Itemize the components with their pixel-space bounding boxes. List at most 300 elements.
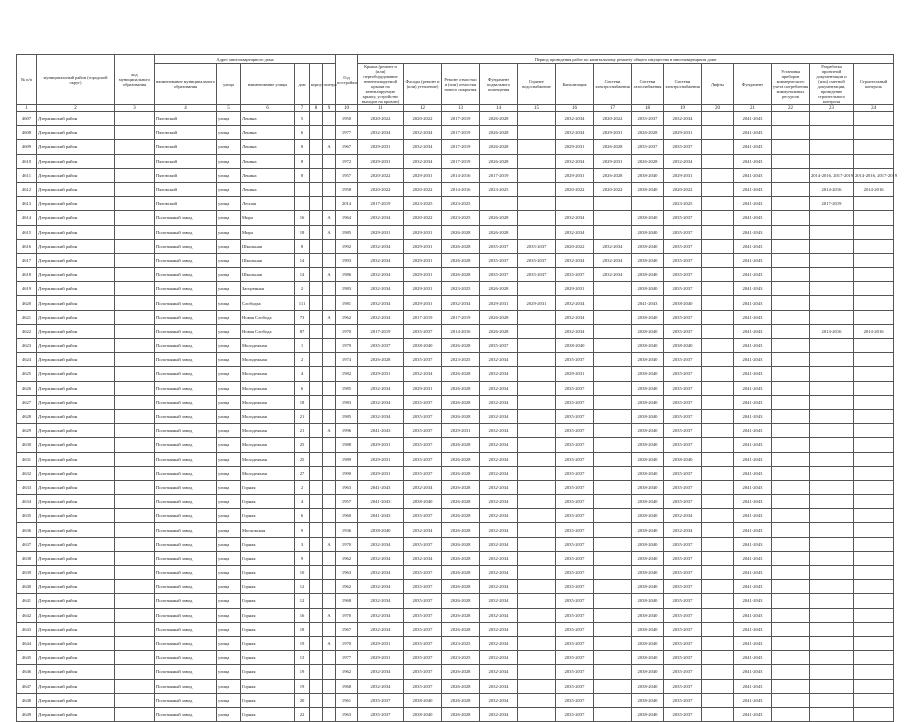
district-cell: Дзержинский район [37,112,115,126]
facade-period-cell: 2035-2037 [404,566,442,580]
control-period-cell [854,622,894,636]
blind-area-period-cell: 2026-2028 [442,495,480,509]
power-period-cell [594,509,632,523]
letter-cell [323,438,336,452]
letter-cell [323,239,336,253]
lift-period-cell [702,211,734,225]
header-col-24: Строительный контроль [854,64,894,105]
facade-period-cell: 2032-2034 [404,551,442,565]
code-cell [115,126,155,140]
control-period-cell [854,154,894,168]
foundation-period-cell: 2041-2043 [734,523,772,537]
hot-water-period-cell [518,211,556,225]
street-type-cell: улица [217,608,241,622]
municipality-cell: Пятовский [155,168,217,182]
house-cell: 14 [295,253,310,267]
foundation-period-cell: 2041-2043 [734,480,772,494]
blind-area-period-cell: 2026-2028 [442,594,480,608]
street-type-cell: улица [217,693,241,707]
control-period-cell [854,438,894,452]
municipality-cell: Полотняный завод [155,324,217,338]
district-cell: Дзержинский район [37,239,115,253]
meters-period-cell [772,310,810,324]
control-period-cell [854,296,894,310]
lift-period-cell [702,310,734,324]
basement-period-cell: 2026-2028 [480,282,518,296]
letter-cell: А [323,225,336,239]
hot-water-period-cell [518,622,556,636]
row-number: 4607 [17,112,37,126]
hot-water-period-cell [518,679,556,693]
power2-period-cell: 2035-2037 [664,537,702,551]
table-row [17,551,894,565]
meters-period-cell [772,154,810,168]
house-cell [295,182,310,196]
column-number: 12 [404,105,442,112]
sewer-period-cell: 2032-2034 [556,324,594,338]
foundation-period-cell: 2041-2043 [734,566,772,580]
letter-cell [323,367,336,381]
column-number: 18 [632,105,664,112]
code-cell [115,395,155,409]
house-cell: 25 [295,452,310,466]
header-col-4: наименование муниципального образования [155,64,217,105]
year-cell: 1981 [336,296,358,310]
municipality-cell: Пятовский [155,154,217,168]
street-name-cell: Горная [241,594,295,608]
sewer-period-cell: 2032-2034 [556,211,594,225]
facade-period-cell: 2035-2037 [404,537,442,551]
letter-cell [323,551,336,565]
house-cell: 18 [295,622,310,636]
foundation-period-cell: 2041-2043 [734,580,772,594]
foundation-period-cell: 2041-2043 [734,324,772,338]
power2-period-cell: 2035-2037 [664,239,702,253]
roof-period-cell: 2032-2034 [358,282,404,296]
blind-area-period-cell: 2026-2028 [442,409,480,423]
meters-period-cell [772,608,810,622]
power-period-cell: 2032-2034 [594,239,632,253]
power-period-cell [594,580,632,594]
gas-period-cell: 2038-2040 [632,480,664,494]
roof-period-cell: 2020-2022 [358,168,404,182]
code-cell [115,353,155,367]
gas-period-cell: 2038-2040 [632,239,664,253]
power-period-cell [594,310,632,324]
street-name-cell: Новая Слобода [241,324,295,338]
letter-cell [323,182,336,196]
power2-period-cell: 2038-2040 [664,339,702,353]
street-name-cell: Горная [241,622,295,636]
house-cell: 18 [295,225,310,239]
design-period-cell [810,466,854,480]
facade-period-cell: 2035-2037 [404,466,442,480]
control-period-cell [854,211,894,225]
street-name-cell: Горная [241,665,295,679]
gas-period-cell: 2038-2040 [632,424,664,438]
district-cell: Дзержинский район [37,594,115,608]
facade-period-cell: 2035-2037 [404,395,442,409]
design-period-cell [810,367,854,381]
letter-cell [323,126,336,140]
column-number: 9 [323,105,336,112]
lift-period-cell [702,679,734,693]
street-name-cell: Горная [241,608,295,622]
table-row [17,438,894,452]
street-name-cell: Молодежная [241,409,295,423]
facade-period-cell: 2020-2022 [404,112,442,126]
blind-area-period-cell: 2026-2028 [442,523,480,537]
column-number: 3 [115,105,155,112]
gas-period-cell: 2038-2040 [632,324,664,338]
roof-period-cell: 2032-2034 [358,594,404,608]
row-number: 4635 [17,509,37,523]
hot-water-period-cell [518,580,556,594]
row-number: 4626 [17,381,37,395]
design-period-cell [810,140,854,154]
code-cell [115,154,155,168]
power-period-cell: 2026-2028 [594,140,632,154]
street-type-cell: улица [217,466,241,480]
basement-period-cell: 2032-2034 [480,395,518,409]
meters-period-cell [772,225,810,239]
lift-period-cell [702,566,734,580]
street-type-cell: улица [217,665,241,679]
power2-period-cell: 2038-2040 [664,452,702,466]
power2-period-cell: 2035-2037 [664,580,702,594]
foundation-period-cell: 2041-2043 [734,409,772,423]
power2-period-cell: 2035-2037 [664,282,702,296]
letter-cell [323,566,336,580]
code-cell [115,381,155,395]
municipality-cell: Полотняный завод [155,537,217,551]
house-cell: 2 [295,480,310,494]
design-period-cell [810,268,854,282]
blind-area-period-cell: 2026-2028 [442,367,480,381]
gas-period-cell: 2038-2040 [632,353,664,367]
roof-period-cell: 2035-2037 [358,339,404,353]
control-period-cell [854,126,894,140]
district-cell: Дзержинский район [37,480,115,494]
sewer-period-cell: 2035-2037 [556,707,594,721]
year-cell: 1985 [336,381,358,395]
street-name-cell: Горная [241,480,295,494]
hot-water-period-cell [518,693,556,707]
year-cell: 1968 [336,679,358,693]
municipality-cell: Полотняный завод [155,339,217,353]
facade-period-cell: 2035-2037 [404,580,442,594]
municipality-cell: Полотняный завод [155,523,217,537]
control-period-cell [854,409,894,423]
street-type-cell: улица [217,310,241,324]
foundation-period-cell: 2041-2043 [734,551,772,565]
street-type-cell: улица [217,651,241,665]
meters-period-cell [772,168,810,182]
power-period-cell [594,707,632,721]
header-col-14: Фундамент подвального помещения [480,64,518,105]
sewer-period-cell: 2029-2031 [556,367,594,381]
letter-cell: А [323,636,336,650]
column-number: 24 [854,105,894,112]
blind-area-period-cell: 2026-2028 [442,452,480,466]
lift-period-cell [702,268,734,282]
municipality-cell: Полотняный завод [155,480,217,494]
power2-period-cell: 2035-2037 [664,594,702,608]
municipality-cell: Полотняный завод [155,622,217,636]
row-number: 4636 [17,523,37,537]
roof-period-cell: 2032-2034 [358,409,404,423]
building-cell [310,580,323,594]
year-cell: 1962 [336,310,358,324]
code-cell [115,480,155,494]
gas-period-cell: 2038-2040 [632,636,664,650]
table-row [17,523,894,537]
row-number: 4630 [17,438,37,452]
header-col-5: улица [217,64,241,105]
hot-water-period-cell: 2035-2037 [518,268,556,282]
building-cell [310,622,323,636]
facade-period-cell: 2029-2031 [404,381,442,395]
meters-period-cell [772,452,810,466]
basement-period-cell: 2026-2028 [480,140,518,154]
table-row [17,622,894,636]
code-cell [115,495,155,509]
sewer-period-cell: 2035-2037 [556,381,594,395]
roof-period-cell: 2032-2034 [358,253,404,267]
year-cell: 1983 [336,282,358,296]
lift-period-cell [702,381,734,395]
basement-period-cell: 2032-2034 [480,452,518,466]
district-cell: Дзержинский район [37,268,115,282]
design-period-cell [810,424,854,438]
house-cell: 12 [295,580,310,594]
gas-period-cell: 2038-2040 [632,580,664,594]
table-row [17,182,894,196]
street-type-cell: улица [217,566,241,580]
meters-period-cell [772,381,810,395]
code-cell [115,608,155,622]
blind-area-period-cell: 2026-2028 [442,707,480,721]
district-cell: Дзержинский район [37,367,115,381]
power-period-cell [594,480,632,494]
foundation-period-cell: 2041-2043 [734,268,772,282]
basement-period-cell: 2035-2037 [480,268,518,282]
roof-period-cell: 2032-2034 [358,679,404,693]
sewer-period-cell: 2035-2037 [556,636,594,650]
header-group-period: Период проведения работ по капитальному ремонту общего имущества в многоквартирном доме [358,55,894,64]
year-cell: 1967 [336,622,358,636]
year-cell: 1983 [336,395,358,409]
sewer-period-cell: 2035-2037 [556,353,594,367]
lift-period-cell [702,551,734,565]
building-cell [310,324,323,338]
gas-period-cell: 2038-2040 [632,707,664,721]
power2-period-cell: 2029-2031 [664,168,702,182]
blind-area-period-cell: 2026-2028 [442,253,480,267]
year-cell: 1936 [336,523,358,537]
power-period-cell [594,353,632,367]
power2-period-cell: 2035-2037 [664,225,702,239]
lift-period-cell [702,197,734,211]
foundation-period-cell: 2041-2043 [734,395,772,409]
foundation-period-cell: 2041-2043 [734,282,772,296]
foundation-period-cell: 2041-2043 [734,679,772,693]
control-period-cell [854,282,894,296]
table-row [17,693,894,707]
district-cell: Дзержинский район [37,182,115,196]
sewer-period-cell: 2035-2037 [556,594,594,608]
control-period-cell [854,353,894,367]
year-cell: 1957 [336,168,358,182]
house-cell: 1 [295,339,310,353]
gas-period-cell: 2038-2040 [632,693,664,707]
power-period-cell [594,211,632,225]
foundation-period-cell: 2041-2043 [734,168,772,182]
lift-period-cell [702,239,734,253]
year-cell: 1985 [336,409,358,423]
hot-water-period-cell [518,282,556,296]
house-cell: 73 [295,310,310,324]
column-number: 20 [702,105,734,112]
header-col-17: Система электроснабжения [594,64,632,105]
municipality-cell: Полотняный завод [155,665,217,679]
municipality-cell: Полотняный завод [155,679,217,693]
design-period-cell [810,580,854,594]
gas-period-cell: 2026-2028 [632,126,664,140]
basement-period-cell: 2032-2034 [480,495,518,509]
table-row [17,112,894,126]
building-cell [310,679,323,693]
street-name-cell: Горная [241,580,295,594]
foundation-period-cell: 2041-2043 [734,608,772,622]
blind-area-period-cell: 2026-2028 [442,239,480,253]
power2-period-cell: 2035-2037 [664,381,702,395]
control-period-cell [854,537,894,551]
blind-area-period-cell: 2023-2025 [442,282,480,296]
facade-period-cell: 2029-2031 [404,282,442,296]
row-number: 4634 [17,495,37,509]
year-cell: 1970 [336,636,358,650]
design-period-cell [810,438,854,452]
power2-period-cell: 2035-2037 [664,622,702,636]
municipality-cell: Полотняный завод [155,452,217,466]
street-name-cell: Молодежная [241,381,295,395]
row-number: 4645 [17,651,37,665]
house-cell: 6 [295,126,310,140]
street-type-cell: улица [217,495,241,509]
table-row [17,381,894,395]
table-row [17,395,894,409]
code-cell [115,367,155,381]
foundation-period-cell: 2041-2043 [734,509,772,523]
row-number: 4647 [17,679,37,693]
power-period-cell [594,622,632,636]
power-period-cell: 2032-2034 [594,253,632,267]
building-cell [310,154,323,168]
power2-period-cell: 2035-2037 [664,353,702,367]
code-cell [115,339,155,353]
letter-cell: А [323,537,336,551]
row-number: 4644 [17,636,37,650]
municipality-cell: Полотняный завод [155,282,217,296]
house-cell: 27 [295,466,310,480]
row-number: 4632 [17,466,37,480]
hot-water-period-cell [518,566,556,580]
letter-cell [323,282,336,296]
street-type-cell: улица [217,282,241,296]
roof-period-cell: 2029-2031 [358,651,404,665]
gas-period-cell: 2038-2040 [632,367,664,381]
basement-period-cell: 2032-2034 [480,523,518,537]
header-col-18: Система газоснабжения [632,64,664,105]
letter-cell [323,580,336,594]
district-cell: Дзержинский район [37,339,115,353]
hot-water-period-cell [518,466,556,480]
street-name-cell: Мира [241,211,295,225]
year-cell: 1989 [336,452,358,466]
lift-period-cell [702,651,734,665]
foundation-period-cell: 2041-2043 [734,452,772,466]
code-cell [115,182,155,196]
power-period-cell [594,594,632,608]
meters-period-cell [772,693,810,707]
municipality-cell: Полотняный завод [155,651,217,665]
power-period-cell [594,551,632,565]
building-cell [310,310,323,324]
basement-period-cell: 2032-2034 [480,480,518,494]
street-type-cell: улица [217,679,241,693]
row-number: 4642 [17,608,37,622]
row-number: 4628 [17,409,37,423]
basement-period-cell: 2029-2031 [480,296,518,310]
hot-water-period-cell: 2035-2037 [518,239,556,253]
roof-period-cell: 2032-2034 [358,211,404,225]
municipality-cell: Пятовский [155,182,217,196]
lift-period-cell [702,636,734,650]
row-number: 4616 [17,239,37,253]
district-cell: Дзержинский район [37,679,115,693]
facade-period-cell: 2035-2037 [404,594,442,608]
foundation-period-cell: 2041-2043 [734,253,772,267]
gas-period-cell: 2041-2043 [632,296,664,310]
design-period-cell [810,282,854,296]
sewer-period-cell: 2035-2037 [556,566,594,580]
basement-period-cell: 2032-2034 [480,679,518,693]
gas-period-cell: 2038-2040 [632,509,664,523]
row-number: 4610 [17,154,37,168]
foundation-period-cell: 2041-2043 [734,594,772,608]
power2-period-cell: 2035-2037 [664,495,702,509]
letter-cell [323,395,336,409]
municipality-cell: Полотняный завод [155,466,217,480]
municipality-cell: Полотняный завод [155,636,217,650]
gas-period-cell: 2038-2040 [632,452,664,466]
house-cell: 8 [295,140,310,154]
house-cell: 8 [295,154,310,168]
hot-water-period-cell [518,367,556,381]
gas-period-cell: 2038-2040 [632,537,664,551]
power2-period-cell: 2035-2037 [664,395,702,409]
house-cell: 10 [295,566,310,580]
year-cell: 1972 [336,154,358,168]
power2-period-cell: 2035-2037 [664,693,702,707]
district-cell: Дзержинский район [37,452,115,466]
building-cell [310,353,323,367]
house-cell: 12 [295,594,310,608]
meters-period-cell [772,367,810,381]
power2-period-cell: 2038-2040 [664,296,702,310]
basement-period-cell: 2032-2034 [480,509,518,523]
